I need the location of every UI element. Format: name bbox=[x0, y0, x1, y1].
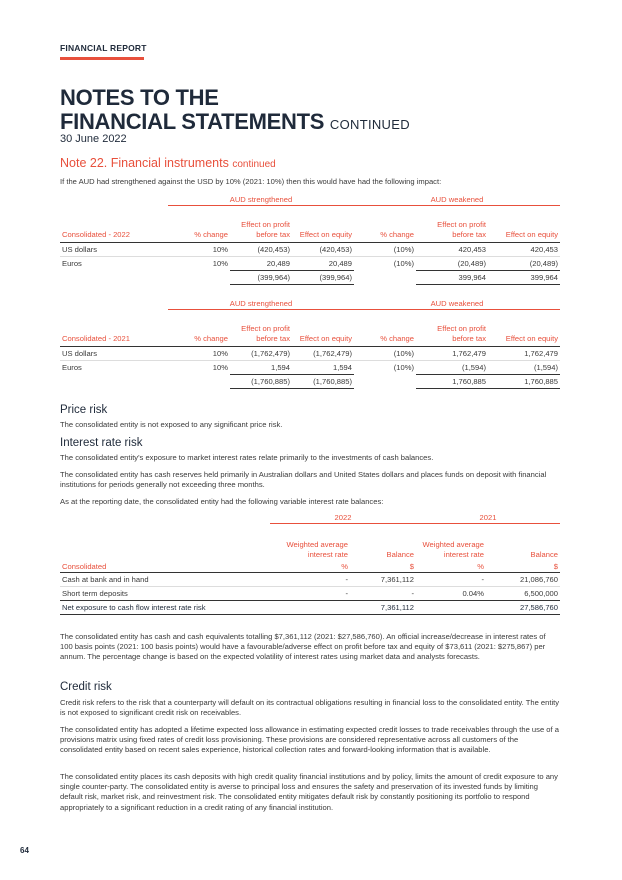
table-row bbox=[60, 347, 560, 361]
unit: $ bbox=[350, 560, 416, 573]
group-aud-strengthened: AUD strengthened bbox=[168, 193, 354, 206]
total-cell: 1,760,885 bbox=[416, 375, 488, 389]
cell: 420,453 bbox=[488, 243, 560, 257]
cell: 21,086,760 bbox=[486, 573, 560, 587]
col-header: Consolidated - 2021 bbox=[60, 310, 168, 347]
cell: 27,586,760 bbox=[486, 601, 560, 615]
col-header: % change bbox=[168, 206, 230, 243]
cell: US dollars bbox=[60, 347, 168, 361]
report-label: FINANCIAL REPORT bbox=[60, 43, 147, 53]
col-header: Balance bbox=[386, 550, 414, 559]
page-number: 64 bbox=[20, 846, 29, 855]
table-row bbox=[60, 243, 560, 257]
note-continued: continued bbox=[232, 159, 276, 170]
group-aud-weakened: AUD weakened bbox=[354, 193, 560, 206]
cell: (10%) bbox=[354, 243, 416, 257]
cell: 1,594 bbox=[270, 363, 290, 372]
cell: 20,489 bbox=[328, 259, 352, 268]
col-header: Effect on equity bbox=[292, 310, 354, 347]
cell: Short term deposits bbox=[62, 589, 128, 598]
fx-intro: If the AUD had strengthened against the USD by 10% (2021: 10%) then this would have had the following impact: bbox=[60, 177, 442, 186]
total-cell: 399,964 bbox=[488, 271, 560, 285]
cell: Cash at bank and in hand bbox=[60, 573, 270, 587]
cell: 20,489 bbox=[266, 259, 290, 268]
total-cell: 399,964 bbox=[416, 271, 488, 285]
table-row bbox=[60, 573, 560, 587]
cell: 7,361,112 bbox=[350, 601, 416, 615]
cell: Euros bbox=[62, 363, 82, 373]
interest-rate-risk-p1: The consolidated entity's exposure to market interest rates relate primarily to the investments of cash balances. bbox=[60, 453, 434, 462]
cell: (420,453) bbox=[230, 243, 292, 257]
interest-rate-table bbox=[60, 511, 560, 615]
fx-group-row bbox=[60, 297, 560, 310]
cell: 1,594 bbox=[332, 363, 352, 372]
col-header: Effect on profit before tax bbox=[416, 206, 488, 243]
cell: Net exposure to cash flow interest rate risk bbox=[60, 601, 270, 615]
group-2021: 2021 bbox=[416, 511, 560, 524]
col-header: Effect on profit before tax bbox=[230, 310, 292, 347]
cell: - bbox=[345, 589, 348, 598]
col-header: Effect on profit before tax bbox=[230, 206, 292, 243]
credit-risk-heading: Credit risk bbox=[60, 681, 112, 693]
col-header: % change bbox=[168, 310, 230, 347]
cell: (10%) bbox=[393, 363, 414, 373]
cell: 6,500,000 bbox=[524, 589, 558, 598]
table-row bbox=[60, 587, 560, 601]
col-header bbox=[60, 524, 270, 561]
col-header: Consolidated - 2022 bbox=[60, 206, 168, 243]
fx-header-row bbox=[60, 310, 560, 347]
table-row bbox=[60, 361, 560, 375]
interest-rate-risk-p4: The consolidated entity has cash and cash equivalents totalling $7,361,112 (2021: $27,586,760). An official increase/decrease in interest rates of 100 basis points (2021: 100 basis points) would have a favourable/adverse effect on profit before tax and equity of $73,611 (2021: $275,867) per annum. The percentage change is based on the expected volatility of interest rates using market data and analysts forecasts. bbox=[60, 632, 546, 662]
cell: US dollars bbox=[60, 243, 168, 257]
note-title-text: Note 22. Financial instruments bbox=[60, 156, 229, 170]
interest-rate-risk-heading: Interest rate risk bbox=[60, 437, 143, 449]
interest-rate-risk-p2: The consolidated entity has cash reserves held primarily in Australian dollars and United States dollars and places funds on deposit with financial institutions for periods generally not exceeding three months. bbox=[60, 470, 547, 490]
table-row bbox=[60, 257, 560, 271]
col-header: Effect on equity bbox=[488, 206, 560, 243]
total-cell: (399,964) bbox=[292, 271, 354, 285]
cell: (10%) bbox=[393, 259, 414, 269]
col-header: Effect on profit before tax bbox=[416, 310, 488, 347]
col-header: Effect on equity bbox=[488, 310, 560, 347]
cell: - bbox=[270, 573, 350, 587]
title-line-2-text: FINANCIAL STATEMENTS bbox=[60, 109, 325, 134]
credit-risk-p3: The consolidated entity places its cash deposits with high credit quality financial institutions and by policy, limits the amount of credit exposure to any single counter-party. The consolidated entity is averse to principal loss and ensures the safety and preservation of its invested funds by limiting default risk, market risk, and reinvestment risk. The consolidated entity mitigates default risk by constantly positioning its portfolio to respond appropriately to a significant reduction in a credit rating of any financial institution. bbox=[60, 772, 558, 812]
cell: (1,762,479) bbox=[292, 347, 354, 361]
cell: 10% bbox=[168, 347, 230, 361]
cell: 10% bbox=[168, 243, 230, 257]
cell: (20,489) bbox=[457, 259, 486, 268]
col-header: Effect on equity bbox=[292, 206, 354, 243]
unit: % bbox=[270, 560, 350, 573]
price-risk-text: The consolidated entity is not exposed to any significant price risk. bbox=[60, 420, 283, 429]
title-continued: CONTINUED bbox=[329, 117, 410, 132]
fx-table-2021 bbox=[60, 297, 560, 389]
total-cell: (399,964) bbox=[230, 271, 292, 285]
total-row bbox=[60, 601, 560, 615]
total-row bbox=[60, 271, 560, 285]
col-header: Weighted average interest rate bbox=[422, 540, 484, 559]
price-risk-heading: Price risk bbox=[60, 404, 108, 416]
cell: 10% bbox=[212, 363, 228, 373]
cell: 420,453 bbox=[416, 243, 488, 257]
total-cell: 1,760,885 bbox=[488, 375, 560, 389]
cell: Euros bbox=[62, 259, 82, 269]
cell: - bbox=[411, 589, 414, 598]
ir-group-row bbox=[60, 511, 560, 524]
ir-units-row bbox=[60, 560, 560, 573]
col-header: % change bbox=[354, 206, 416, 243]
cell bbox=[270, 601, 350, 615]
cell: 1,762,479 bbox=[488, 347, 560, 361]
col-header-consolidated: Consolidated bbox=[60, 560, 270, 573]
cell: - bbox=[416, 573, 486, 587]
fx-table-2022 bbox=[60, 193, 560, 285]
title-line-1: NOTES TO THE bbox=[60, 85, 219, 110]
cell: (10%) bbox=[354, 347, 416, 361]
col-header: Weighted average interest rate bbox=[286, 540, 348, 559]
fx-group-row bbox=[60, 193, 560, 206]
cell: (1,594) bbox=[461, 363, 486, 372]
cell: 10% bbox=[212, 259, 228, 269]
cell bbox=[416, 601, 486, 615]
unit: % bbox=[416, 560, 486, 573]
group-2022: 2022 bbox=[270, 511, 416, 524]
credit-risk-p1: Credit risk refers to the risk that a counterparty will default on its contractual obligations resulting in financial loss to the consolidated entity. The entity is not exposed to significant credit risk on receivables. bbox=[60, 698, 560, 718]
interest-rate-risk-p3: As at the reporting date, the consolidated entity had the following variable interest rate balances: bbox=[60, 497, 384, 506]
cell: (20,489) bbox=[529, 259, 558, 268]
report-date: 30 June 2022 bbox=[60, 133, 127, 145]
cell: (1,594) bbox=[533, 363, 558, 372]
total-cell: (1,760,885) bbox=[292, 375, 354, 389]
report-label-rule bbox=[60, 57, 144, 60]
cell: (420,453) bbox=[292, 243, 354, 257]
ir-header-row bbox=[60, 524, 560, 561]
fx-header-row bbox=[60, 206, 560, 243]
cell: 1,762,479 bbox=[416, 347, 488, 361]
cell: 0.04% bbox=[462, 589, 484, 598]
group-aud-weakened: AUD weakened bbox=[354, 297, 560, 310]
group-aud-strengthened: AUD strengthened bbox=[168, 297, 354, 310]
cell: 7,361,112 bbox=[350, 573, 416, 587]
col-header: Balance bbox=[530, 550, 558, 559]
credit-risk-p2: The consolidated entity has adopted a lifetime expected loss allowance in estimating expected credit losses to trade receivables through the use of a provisions matrix using fixed rates of credit loss provisioning. These provisions are considered representative across all customers of the consolidated entity based on recent sales experience, historical collection rates and forward-looking information that is available. bbox=[60, 725, 559, 755]
note-title bbox=[60, 156, 276, 170]
total-row bbox=[60, 375, 560, 389]
col-header: % change bbox=[354, 310, 416, 347]
total-cell: (1,760,885) bbox=[230, 375, 292, 389]
unit: $ bbox=[486, 560, 560, 573]
page-title bbox=[60, 86, 410, 137]
cell: (1,762,479) bbox=[230, 347, 292, 361]
